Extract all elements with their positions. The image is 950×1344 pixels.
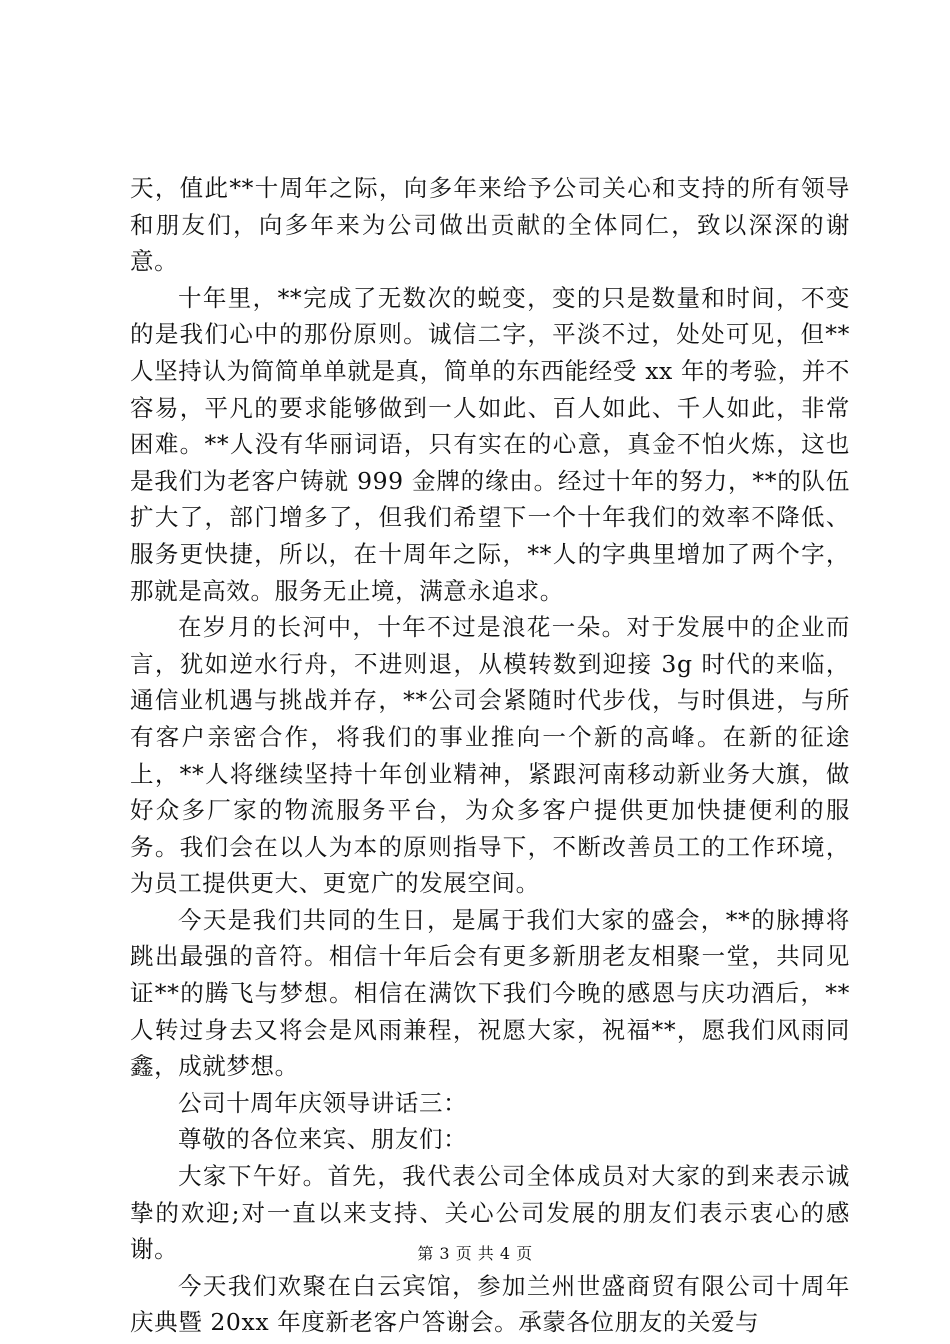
paragraph-gathering: 今天我们欢聚在白云宾馆，参加兰州世盛商贸有限公司十周年庆典暨 20xx 年度新老客户答谢会。承蒙各位朋友的关爱与 [130, 1271, 850, 1337]
page-number-footer: 第 3 页 共 4 页 [417, 1244, 533, 1263]
paragraph-common-birthday: 今天是我们共同的生日，是属于我们大家的盛会，**的脉搏将跳出最强的音符。相信十年后会有更多新朋老友相聚一堂，共同见证**的腾飞与梦想。相信在满饮下我们今晚的感恩与庆功酒后，**人转过身去又将会是风雨兼程，祝愿大家，祝福**，愿我们风雨同鑫，成就梦想。 [130, 905, 850, 1081]
paragraph-continuation: 天，值此**十周年之际，向多年来给予公司关心和支持的所有领导和朋友们，向多年来为公司做出贡献的全体同仁，致以深深的谢意。 [130, 174, 850, 276]
document-body [130, 170, 850, 1341]
speech-heading: 公司十周年庆领导讲话三： [178, 1088, 468, 1117]
speech-salutation: 尊敬的各位来宾、朋友们： [178, 1125, 468, 1154]
paragraph-river-of-time: 在岁月的长河中，十年不过是浪花一朵。对于发展中的企业而言，犹如逆水行舟，不进则退，从模转数到迎接 3g 时代的来临，通信业机遇与挑战并存，**公司会紧随时代步伐，与时俱进，与所有客户亲密合作，将我们的事业推向一个新的高峰。在新的征途上，**人将继续坚持十年创业精神，紧跟河南移动新业务大旗，做好众多厂家的物流服务平台，为众多客户提供更加快捷便利的服务。我们会在以人为本的原则指导下，不断改善员工的工作环境，为员工提供更大、更宽广的发展空间。 [130, 613, 850, 898]
paragraph-ten-years: 十年里，**完成了无数次的蜕变，变的只是数量和时间，不变的是我们心中的那份原则。诚信二字，平淡不过，处处可见，但**人坚持认为简简单单就是真，简单的东西能经受 xx 年的考验，并不容易，平凡的要求能够做到一人如此、百人如此、千人如此，非常困难。**人没有华丽词语，只有实在的心意，真金不怕火炼，这也是我们为老客户铸就 999 金牌的缘由。经过十年的努力，**的队伍扩大了，部门增多了，但我们希望下一个十年我们的效率不降低、服务更快捷，所以，在十周年之际，**人的字典里增加了两个字，那就是高效。服务无止境，满意永追求。 [130, 283, 850, 605]
paragraph-welcome: 大家下午好。首先，我代表公司全体成员对大家的到来表示诚挚的欢迎;对一直以来支持、关心公司发展的朋友们表示衷心的感谢。 [130, 1162, 850, 1264]
